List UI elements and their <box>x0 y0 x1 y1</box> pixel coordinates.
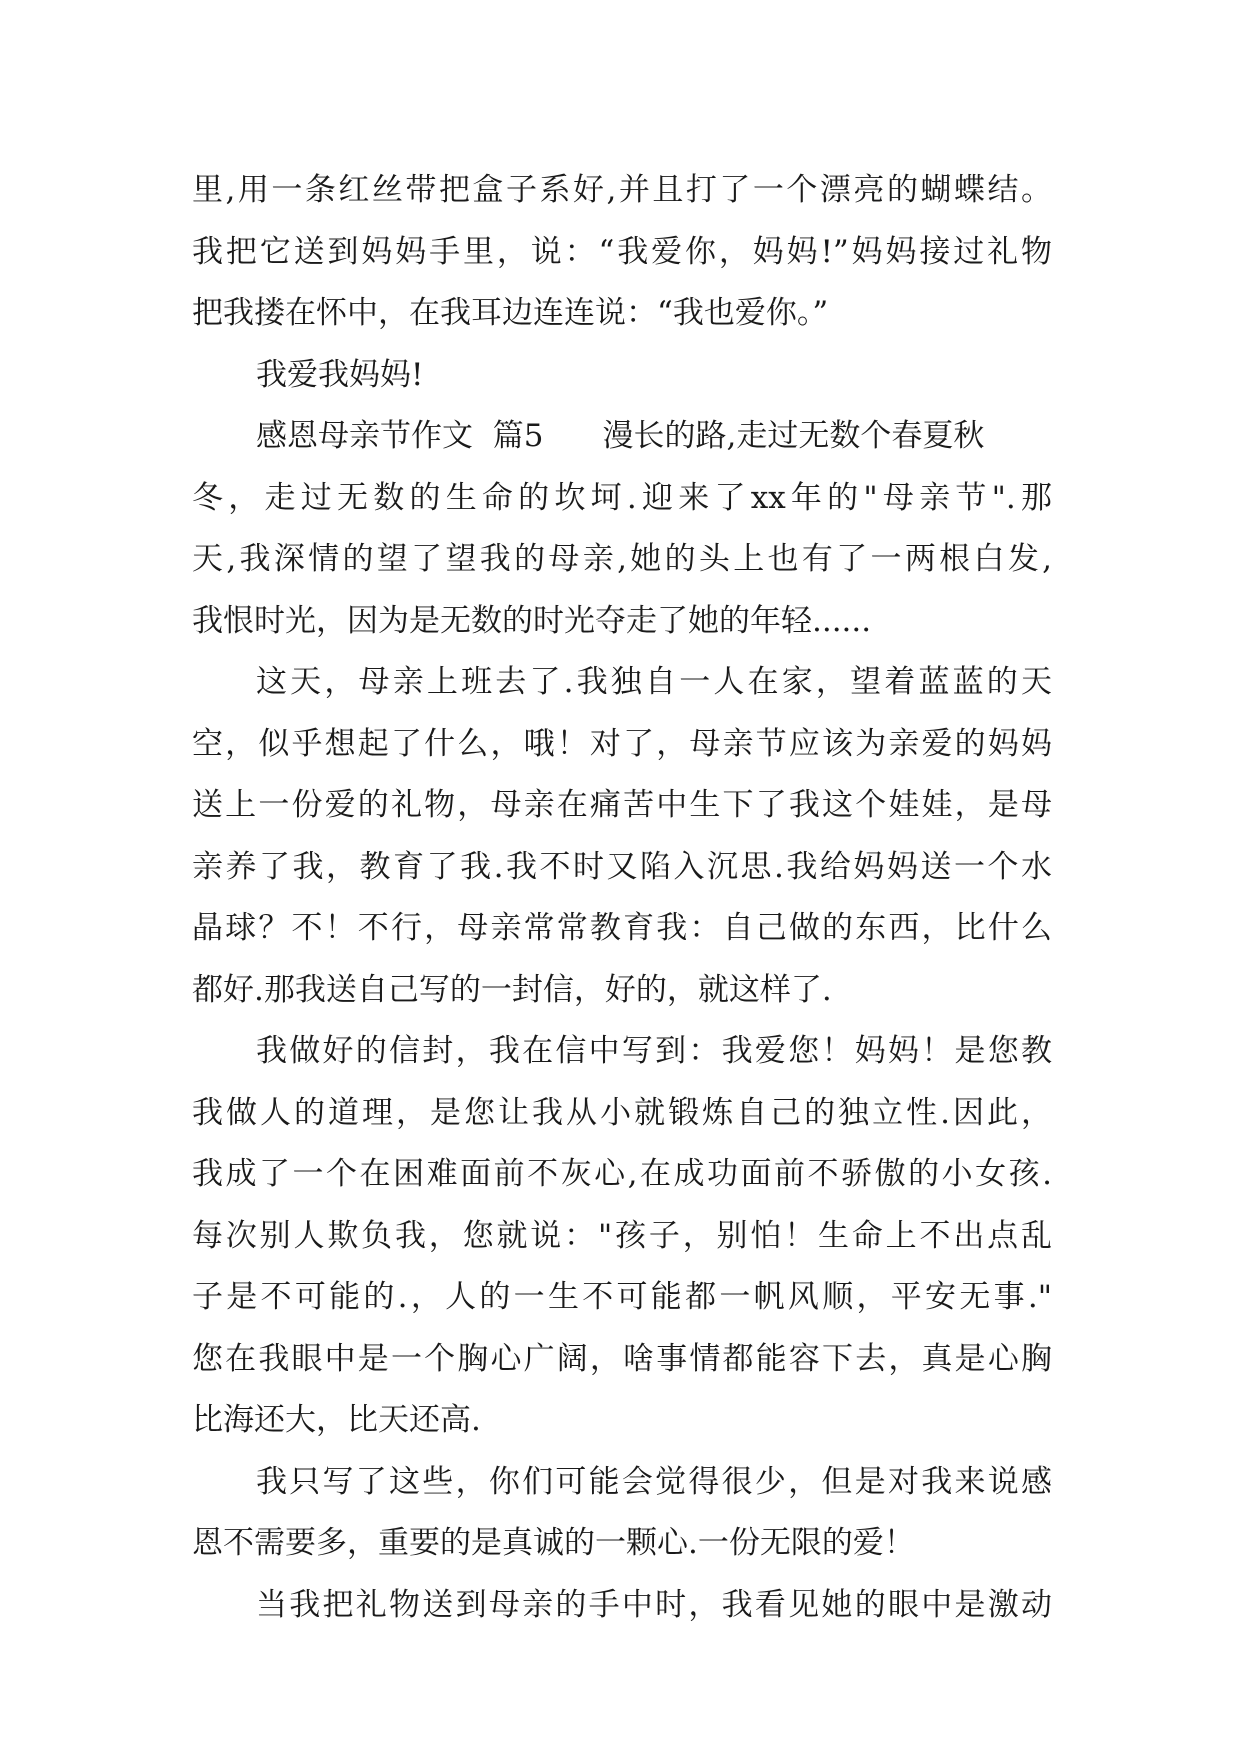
text-line: 天,我深情的望了望我的母亲,她的头上也有了一两根白发, <box>192 541 1052 577</box>
text-line: 恩不需要多，重要的是真诚的一颗心.一份无限的爱！ <box>192 1525 915 1561</box>
text-line: 您在我眼中是一个胸心广阔，啥事情都能容下去，真是心胸 <box>192 1340 1052 1377</box>
text-line: 我把它送到妈妈手里，说：“我爱你，妈妈!”妈妈接过礼物 <box>192 233 1052 270</box>
text-line: 比海还大，比天还高. <box>192 1402 481 1438</box>
text-line: 晶球？不！不行，母亲常常教育我：自己做的东西，比什么 <box>192 910 1052 946</box>
text-line: 冬，走过无数的生命的坎坷.迎来了xx年的"母亲节".那 <box>192 479 1052 516</box>
text-line: 空，似乎想起了什么，哦！对了，母亲节应该为亲爱的妈妈 <box>192 725 1052 762</box>
text-line: 我做好的信封，我在信中写到：我爱您！妈妈！是您教 <box>256 1033 1052 1069</box>
text-line: 子是不可能的.，人的一生不可能都一帆风顺，平安无事." <box>192 1279 1052 1315</box>
text-line: 我爱我妈妈! <box>256 356 424 393</box>
document-body <box>192 160 1052 1636</box>
text-line: 我只写了这些，你们可能会觉得很少，但是对我来说感 <box>256 1463 1052 1500</box>
text-line: 我做人的道理，是您让我从小就锻炼自己的独立性.因此， <box>192 1094 1052 1131</box>
text-line: 这天，母亲上班去了.我独自一人在家，望着蓝蓝的天 <box>256 664 1052 700</box>
text-line: 亲养了我，教育了我.我不时又陷入沉思.我给妈妈送一个水 <box>192 848 1052 885</box>
text-line: 送上一份爱的礼物，母亲在痛苦中生下了我这个娃娃，是母 <box>192 787 1052 823</box>
section-heading-line: 感恩母亲节作文 篇5 漫长的路,走过无数个春夏秋 <box>256 418 985 454</box>
text-line: 每次别人欺负我，您就说："孩子，别怕！生命上不出点乱 <box>192 1217 1052 1254</box>
text-line: 都好.那我送自己写的一封信，好的，就这样了. <box>192 971 832 1008</box>
text-line: 里,用一条红丝带把盒子系好,并且打了一个漂亮的蝴蝶结。 <box>192 172 1052 208</box>
text-line: 我成了一个在困难面前不灰心,在成功面前不骄傲的小女孩. <box>192 1156 1052 1192</box>
text-line: 当我把礼物送到母亲的手中时，我看见她的眼中是激动 <box>256 1586 1052 1623</box>
text-line: 把我搂在怀中，在我耳边连连说：“我也爱你。” <box>192 295 829 331</box>
text-line: 我恨时光，因为是无数的时光夺走了她的年轻...... <box>192 602 872 639</box>
